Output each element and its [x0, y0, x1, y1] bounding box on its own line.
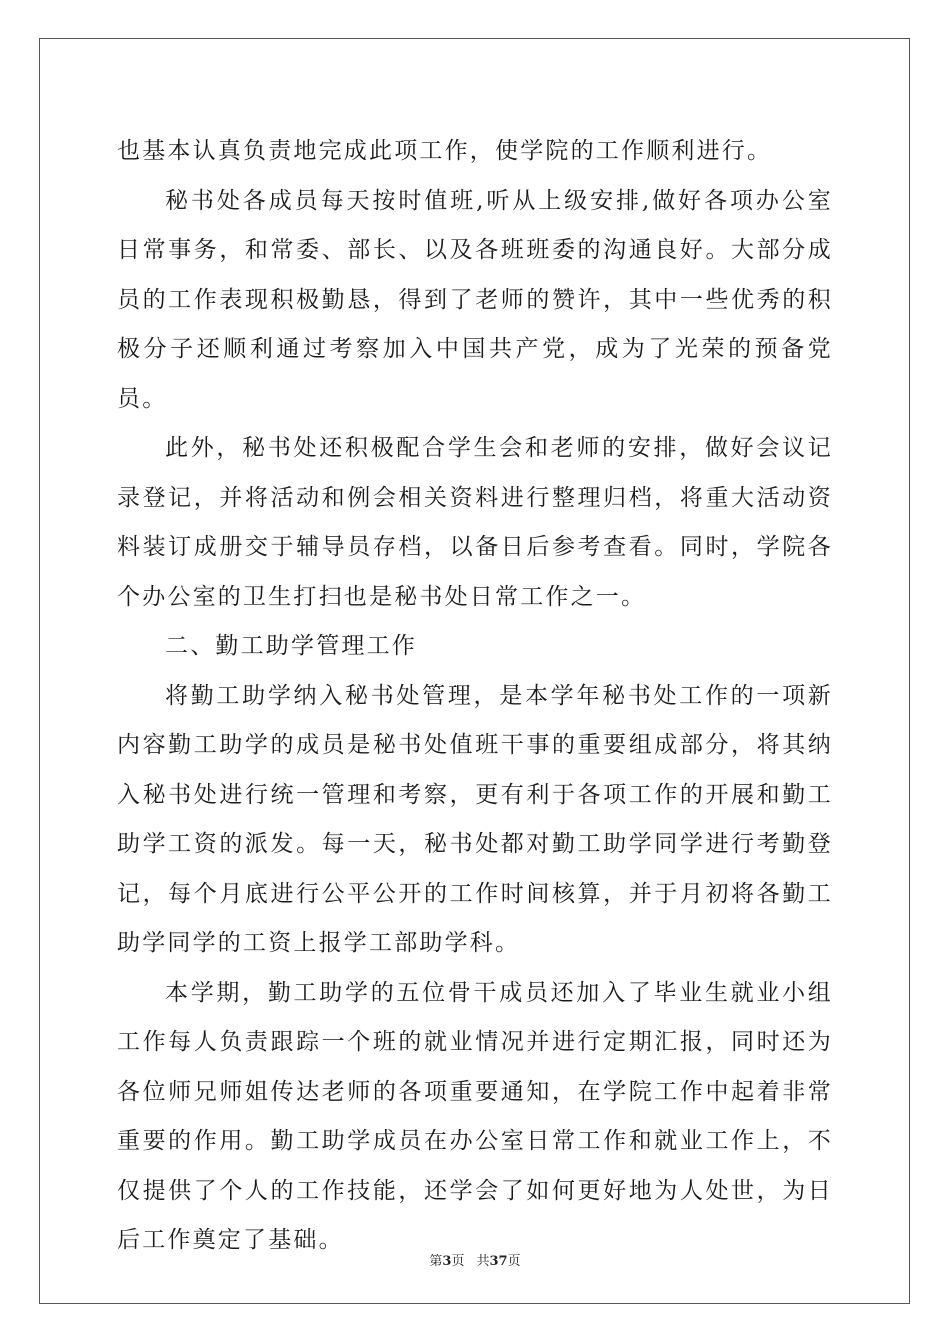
total-pages: 37: [489, 1254, 508, 1269]
section-heading: 二、勤工助学管理工作: [165, 633, 417, 659]
paragraph-1: 也基本认真负责地完成此项工作，使学院的工作顺利进行。: [117, 138, 773, 164]
paragraph-6: 本学期，勤工助学的五位骨干成员还加入了毕业生就业小组工作每人负责跟踪一个班的就业情况并进行定期汇报，同时还为各位师兄师姐传达老师的各项重要通知，在学院工作中起着非常重要的作用。勤工助学成员在办公室日常工作和就业工作上，不仅提供了个人的工作技能，还学会了如何更好地为人处世，为日后工作奠定了基础。: [117, 979, 833, 1253]
document-body: [117, 127, 833, 1266]
total-suffix: 页: [507, 1254, 521, 1269]
page-number: 3: [442, 1254, 452, 1269]
page-prefix: 第: [429, 1254, 443, 1269]
paragraph-5: 将勤工助学纳入秘书处管理，是本学年秘书处工作的一项新内容勤工助学的成员是秘书处值班干事的重要组成部分，将其纳入秘书处进行统一管理和考察，更有利于各项工作的开展和勤工助学工资的派发。每一天，秘书处都对勤工助学同学进行考勤登记，每个月底进行公平公开的工作时间核算，并于月初将各勤工助学同学的工资上报学工部助学科。: [117, 682, 833, 956]
paragraph-3: 此外，秘书处还积极配合学生会和老师的安排，做好会议记录登记，并将活动和例会相关资料进行整理归档，将重大活动资料装订成册交于辅导员存档，以备日后参考查看。同时，学院各个办公室的卫生打扫也是秘书处日常工作之一。: [117, 435, 833, 610]
paragraph-2: 秘书处各成员每天按时值班,听从上级安排,做好各项办公室日常事务，和常委、部长、以及各班班委的沟通良好。大部分成员的工作表现积极勤恳，得到了老师的赞许，其中一些优秀的积极分子还顺利通过考察加入中国共产党，成为了光荣的预备党员。: [117, 187, 833, 412]
page-suffix: 页: [451, 1254, 465, 1269]
page-footer: [0, 1250, 950, 1269]
total-prefix: 共: [476, 1254, 490, 1269]
